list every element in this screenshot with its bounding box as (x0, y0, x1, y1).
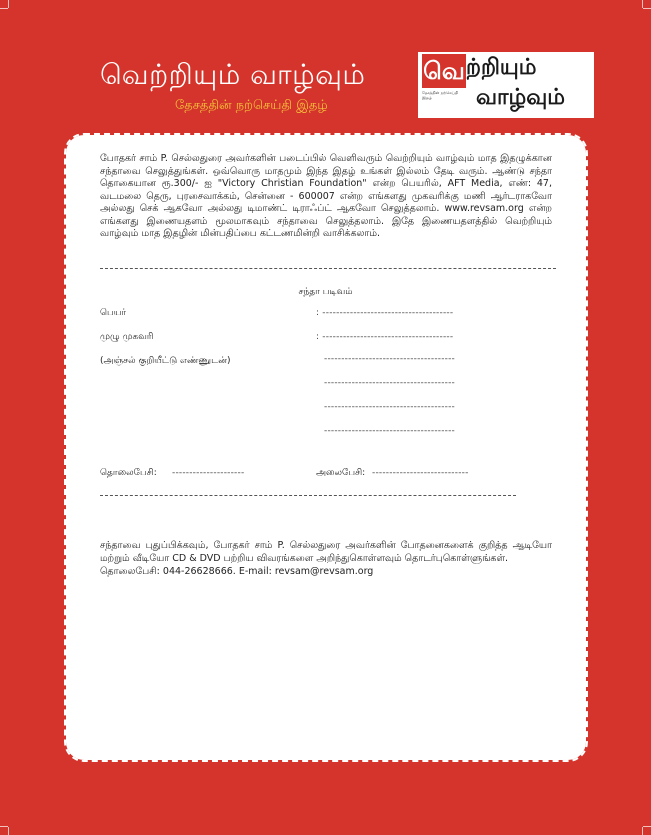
address-line-2[interactable]: -------------------------------------- (324, 378, 456, 388)
logo-letter-block: வெ (422, 54, 466, 88)
crop-mark-bottom-left-v (8, 827, 9, 835)
mobile-field[interactable]: ---------------------------- (372, 468, 469, 478)
intro-paragraph: போதகர் சாம் P. செல்லதுரை அவர்களின் படைப்பில் வெளிவரும் வெற்றியும் வாழ்வும் மாத இதழுக்கான சந்தாவை செலுத்துங்கள். ஒவ்வொரு மாதமும் இந்த இதழ் உங்கள் இல்லம் தேடி வரும். ஆண்டு சந்தா தொகையான ரூ.300/- ஐ "Victory Christian Foundation" என்ற பெயரில், AFT Media, எண்: 47, வடமலை தெரு, புரசைவாக்கம், சென்னை - 600007 என்ற எங்களது முகவரிக்கு மணி ஆர்டராகவோ அல்லது செக் ஆகவோ அல்லது டிமாண்ட் டிராஃப்ட் ஆகவோ செலுத்தலாம். www.revsam.org என்ற எங்களது இணையதளம் மூலமாகவும் சந்தாவை செலுத்தலாம். இதே இணையதளத்தில் வெற்றியும் வாழ்வும் மாத இதழின் மின்பதிப்பை கட்டணமின்றி வாசிக்கலாம். (100, 153, 552, 239)
divider-bottom (100, 495, 516, 496)
footer-paragraph: சந்தாவை புதுப்பிக்கவும், போதகர் சாம் P. செல்லதுரை அவர்களின் போதனைகளைக் குறித்த ஆடியோ மற்றும் வீடியோ CD & DVD பற்றிய விவரங்களை அறிந்துகொள்ளவும் தொடர்புகொள்ளுங்கள். (100, 540, 552, 564)
magazine-logo (418, 52, 594, 118)
crop-mark-bottom-right-v (642, 827, 643, 835)
magazine-title: வெற்றியும் வாழ்வும் (100, 58, 366, 91)
crop-mark-top-right-h (643, 8, 651, 9)
contact-line: தொலைபேசி: 044-26628666. E-mail: revsam@revsam.org (100, 566, 374, 577)
logo-word-bottom: வாழ்வும் (476, 85, 566, 110)
address-line-1[interactable]: -------------------------------------- (324, 354, 456, 364)
logo-subtext: தேசத்தின் நற்செய்தி இதழ் (422, 90, 459, 100)
address-field[interactable]: : -------------------------------------- (316, 332, 454, 342)
magazine-tagline: தேசத்தின் நற்செய்தி இதழ் (175, 98, 328, 113)
phone-label: தொலைபேசி: (100, 468, 157, 478)
divider-top (100, 268, 556, 269)
pincode-label: (அஞ்சல் குறியீட்டு எண்ணுடன்) (100, 356, 231, 366)
name-label: பெயர் (100, 308, 127, 318)
address-line-4[interactable]: -------------------------------------- (324, 426, 456, 436)
crop-mark-bottom-right-h (643, 826, 651, 827)
crop-mark-bottom-left-h (0, 826, 8, 827)
mobile-label: அலைபேசி: (316, 468, 366, 478)
name-field[interactable]: : -------------------------------------- (316, 308, 454, 318)
address-line-3[interactable]: -------------------------------------- (324, 402, 456, 412)
crop-mark-top-right-v (642, 0, 643, 8)
address-label: முழு முகவரி (100, 332, 154, 342)
logo-word-top: ற்றியும் (466, 55, 537, 80)
crop-mark-top-left-v (8, 0, 9, 8)
phone-field[interactable]: --------------------- (172, 468, 245, 478)
form-title: சந்தா படிவம் (298, 287, 353, 297)
crop-mark-top-left-h (0, 8, 8, 9)
